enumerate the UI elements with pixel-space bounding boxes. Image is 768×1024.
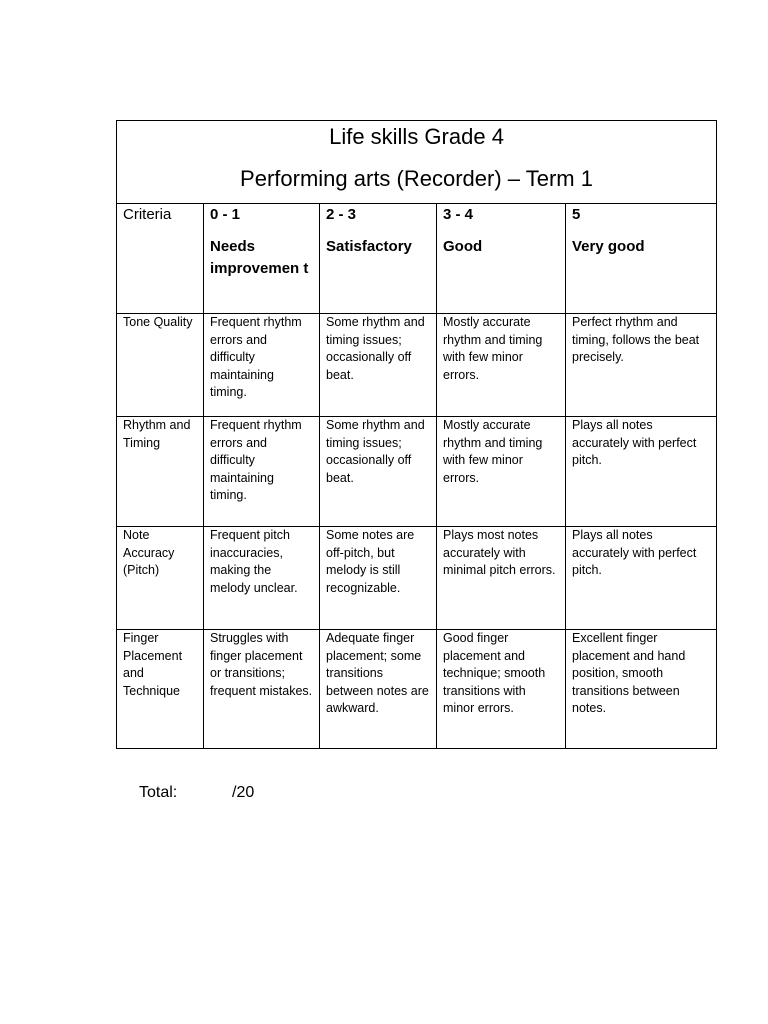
table-cell: Frequent rhythm errors and difficulty maintaining timing. xyxy=(204,417,320,527)
table-cell: Excellent finger placement and hand position, smooth transitions between notes. xyxy=(566,630,717,749)
score-range: 5 xyxy=(572,206,581,223)
score-label: Good xyxy=(443,238,483,255)
table-cell: Mostly accurate rhythm and timing with few minor errors. xyxy=(437,417,566,527)
table-cell: Frequent rhythm errors and difficulty maintaining timing. xyxy=(204,314,320,417)
table-cell: Plays most notes accurately with minimal pitch errors. xyxy=(437,527,566,630)
document-title: Life skills Grade 4 xyxy=(329,124,504,149)
table-row xyxy=(117,417,717,527)
table-cell: Struggles with finger placement or transitions; frequent mistakes. xyxy=(204,630,320,749)
table-cell: Perfect rhythm and timing, follows the beat precisely. xyxy=(566,314,717,417)
table-cell: Adequate finger placement; some transitions between notes are awkward. xyxy=(320,630,437,749)
criterion-rhythm-timing: Rhythm and Timing xyxy=(117,417,204,527)
document-subtitle: Performing arts (Recorder) – Term 1 xyxy=(240,166,593,191)
criteria-header: Criteria xyxy=(117,204,204,314)
table-cell: Some notes are off-pitch, but melody is still recognizable. xyxy=(320,527,437,630)
score-range: 2 - 3 xyxy=(326,206,357,223)
table-cell: Plays all notes accurately with perfect pitch. xyxy=(566,527,717,630)
score-range: 0 - 1 xyxy=(210,206,241,223)
table-cell: Good finger placement and technique; smooth transitions with minor errors. xyxy=(437,630,566,749)
column-header-0-1 xyxy=(204,204,320,314)
table-row xyxy=(117,314,717,417)
criterion-note-accuracy: Note Accuracy (Pitch) xyxy=(117,527,204,630)
table-row xyxy=(117,527,717,630)
score-label: Needs improvemen t xyxy=(210,238,309,277)
table-cell: Some rhythm and timing issues; occasionally off beat. xyxy=(320,417,437,527)
total-label: Total: xyxy=(139,784,178,801)
score-range: 3 - 4 xyxy=(443,206,474,223)
title-row xyxy=(117,121,717,204)
table-cell: Plays all notes accurately with perfect pitch. xyxy=(566,417,717,527)
score-label: Satisfactory xyxy=(326,238,412,255)
header-row xyxy=(117,204,717,314)
table-cell: Mostly accurate rhythm and timing with few minor errors. xyxy=(437,314,566,417)
rubric-table xyxy=(116,120,717,749)
score-label: Very good xyxy=(572,238,645,255)
table-cell: Some rhythm and timing issues; occasionally off beat. xyxy=(320,314,437,417)
column-header-5 xyxy=(566,204,717,314)
table-row xyxy=(117,630,717,749)
total-value: /20 xyxy=(232,784,255,801)
table-cell: Frequent pitch inaccuracies, making the melody unclear. xyxy=(204,527,320,630)
criterion-finger-placement: Finger Placement and Technique xyxy=(117,630,204,749)
column-header-3-4 xyxy=(437,204,566,314)
title-cell xyxy=(117,121,717,204)
criterion-tone-quality: Tone Quality xyxy=(117,314,204,417)
column-header-2-3 xyxy=(320,204,437,314)
